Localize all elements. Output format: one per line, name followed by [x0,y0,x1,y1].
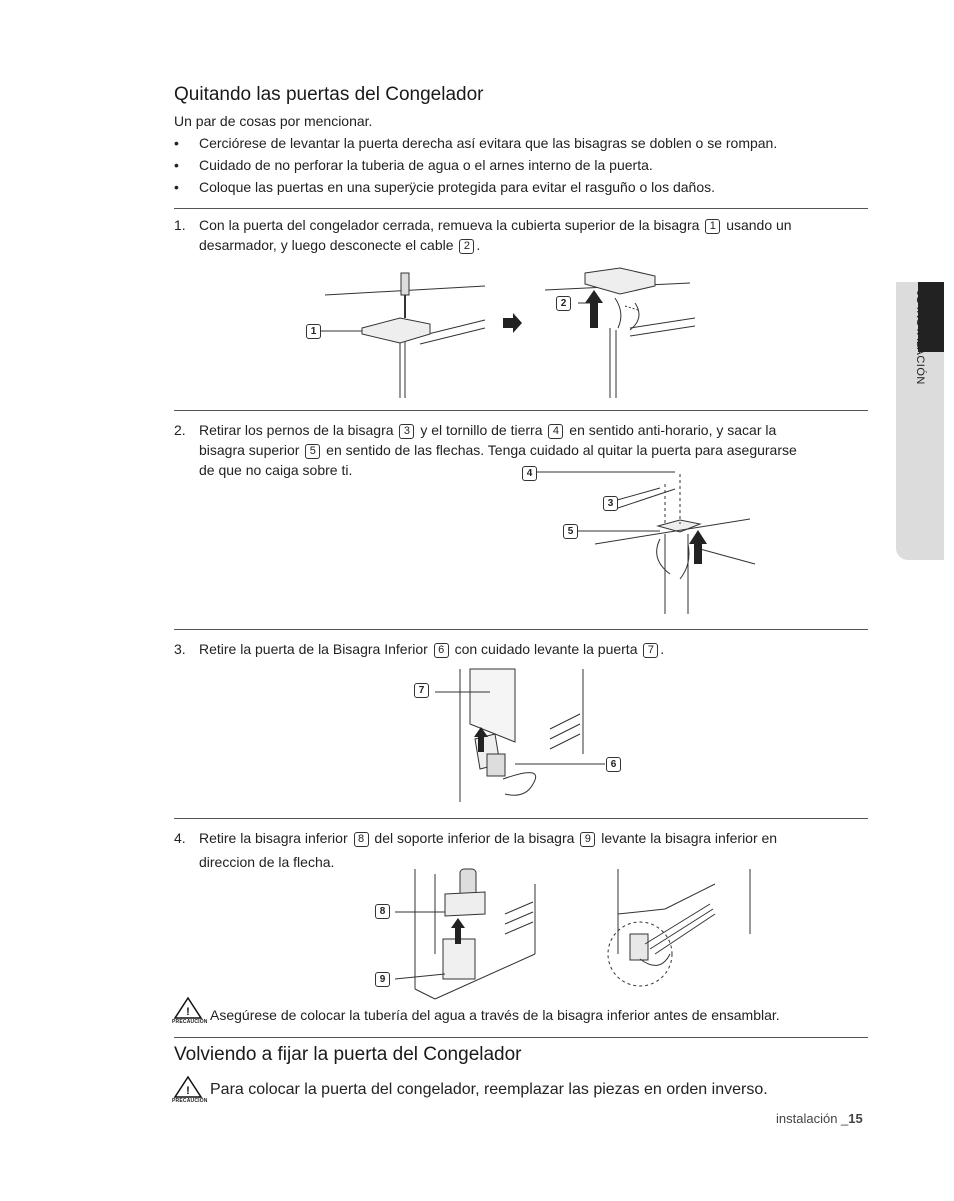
marker-4: 4 [548,424,563,439]
step-3-figure [415,664,630,804]
step-4-figure [375,864,755,1004]
callout-6: 6 [606,757,621,772]
step-number: 1. [174,217,186,233]
marker-5: 5 [305,444,320,459]
page-footer [776,1111,863,1126]
callout-3: 3 [603,496,618,511]
divider [174,629,868,630]
caution-note-2: Para colocar la puerta del congelador, reemplazar las piezas en orden inverso. [210,1081,768,1098]
list-item: • Cerciórese de levantar la puerta derecha así evitara que las bisagras se doblen o se rompan. [174,135,778,151]
svg-text:!: ! [186,1006,190,1018]
caution-icon-block [172,996,208,1026]
caution-label: PRECAUCIÓN [172,1019,208,1025]
bullet-text: Cerciórese de levantar la puerta derecha así evitara que las bisagras se doblen o se rompan. [199,135,778,151]
marker-1: 1 [705,219,720,234]
step-1-text: Con la puerta del congelador cerrada, remueva la cubierta superior de la bisagra 1 usando un desarmador, y luego desconecte el cable 2 . [199,217,792,253]
callout-2: 2 [556,296,571,311]
list-item: • Cuidado de no perforar la tuberia de agua o el arnes interno de la puerta. [174,157,653,173]
step-1-figure [300,268,720,403]
callout-1: 1 [306,324,321,339]
step-number: 4. [174,830,186,846]
caution-note-1: Asegúrese de colocar la tubería del agua a través de la bisagra inferior antes de ensamblar. [210,1007,780,1023]
bullet-text: Coloque las puertas en una superÿcie protegida para evitar el rasguño o los daños. [199,179,715,195]
marker-6: 6 [434,643,449,658]
callout-8: 8 [375,904,390,919]
callout-4: 4 [522,466,537,481]
callout-7: 7 [414,683,429,698]
marker-2: 2 [459,239,474,254]
divider [174,818,868,819]
caution-label: PRECAUCIÓN [172,1098,208,1104]
bullet-text: Cuidado de no perforar la tuberia de agua o el arnes interno de la puerta. [199,157,653,173]
marker-7: 7 [643,643,658,658]
section-title: Volviendo a fijar la puerta del Congelador [174,1044,522,1065]
step-number: 2. [174,422,186,438]
bullet-list [174,133,864,197]
caution-icon-block [172,1075,208,1105]
step-4-text: Retire la bisagra inferior 8 del soporte inferior de la bisagra 9 levante la bisagra inferior en direccion de la flecha. [199,830,778,870]
step-2-figure [520,464,760,614]
callout-5: 5 [563,524,578,539]
marker-3: 3 [399,424,414,439]
svg-text:!: ! [186,1085,190,1097]
list-item: • Coloque las puertas en una superÿcie protegida para evitar el rasguño o los daños. [174,179,715,195]
step-3-text: Retire la puerta de la Bisagra Inferior 6 con cuidado levante la puerta 7 . [199,641,665,657]
divider [174,410,868,411]
footer-label: instalación _ [776,1111,849,1126]
step-2-text: Retirar los pernos de la bisagra 3 y el tornillo de tierra 4 en sentido anti-horario, y sacar la bisagra superior 5 en sentido de las flechas. Tenga cuidado al quitar la puerta para asegurarse de que no caiga sobre ti. [199,422,797,478]
step-number: 3. [174,641,186,657]
page-number: 15 [848,1111,863,1126]
marker-9: 9 [580,832,595,847]
callout-9: 9 [375,972,390,987]
divider [174,1037,868,1038]
marker-8: 8 [354,832,369,847]
section-title: Quitando las puertas del Congelador [174,84,484,105]
side-tab-label: 01 INSTALACIÓN [914,290,926,385]
intro-text: Un par de cosas por mencionar. [174,113,373,129]
divider [174,208,868,209]
